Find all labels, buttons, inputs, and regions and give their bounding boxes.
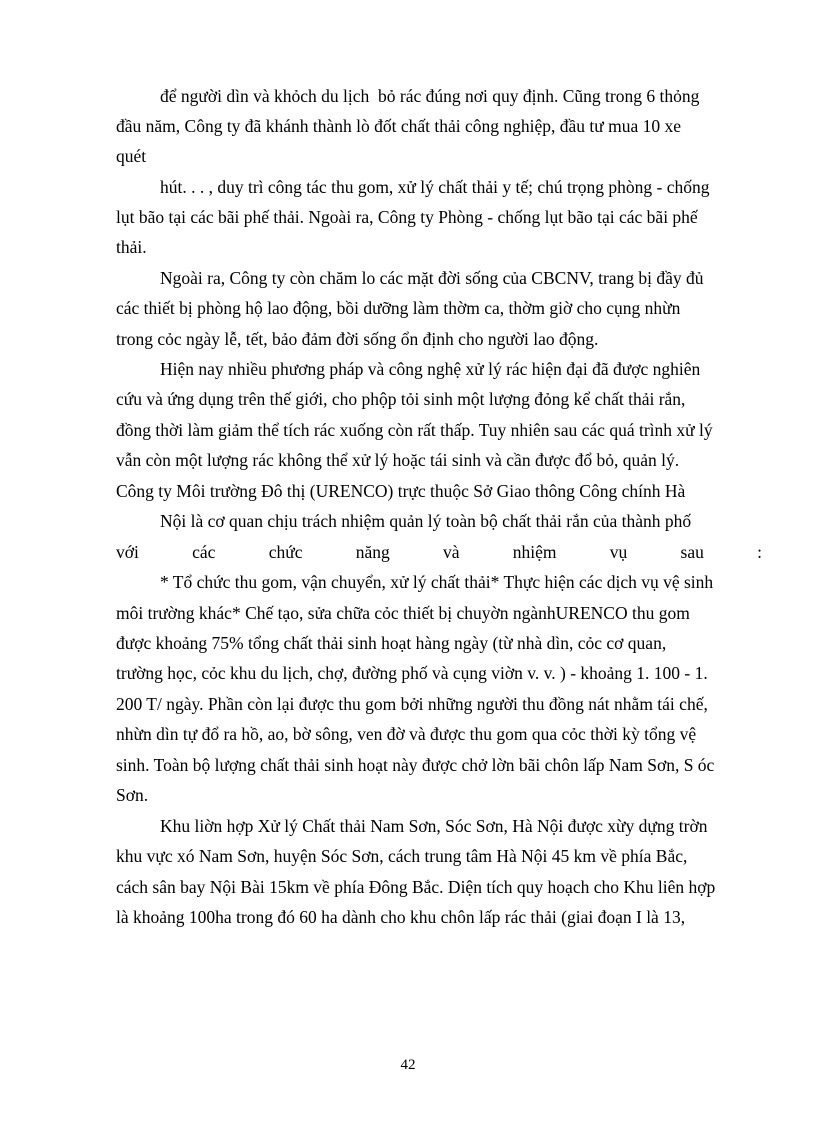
text-line: cứu và ứng dụng trên thế giới, cho phộp tỏi sinh một lượng đỏng kể chất thải rắn, <box>116 389 686 409</box>
text-line: đồng thời làm giảm thể tích rác xuống còn rất thấp. Tuy nhiên sau các quá trình xử lý <box>116 420 713 440</box>
text-line: Ngoài ra, Công ty còn chăm lo các mặt đời sống của CBCNV, trang bị đầy đủ <box>160 268 704 288</box>
word: nhiệm <box>512 542 557 562</box>
text-line: Nội là cơ quan chịu trách nhiệm quản lý toàn bộ chất thải rắn của thành phố <box>160 511 692 531</box>
word: : <box>757 542 762 562</box>
text-line: trong cỏc ngày lễ, tết, bảo đảm đời sống ổn định cho người lao động. <box>116 329 599 349</box>
text-line: 200 T/ ngày. Phần còn lại được thu gom bởi những người thu đồng nát nhằm tái chế, <box>116 694 708 714</box>
text-line: Sơn. <box>116 785 149 805</box>
text-line: môi trường khác* Chế tạo, sửa chữa cỏc thiết bị chuyờn ngànhURENCO thu gom <box>116 603 690 623</box>
text-line: nhừn dìn tự đổ ra hồ, ao, bờ sông, ven đờ và được thu gom qua cỏc thời kỳ tổng vệ <box>116 724 697 744</box>
text-line: được khoảng 75% tổng chất thải sinh hoạt hàng ngày (từ nhà dìn, cỏc cơ quan, <box>116 633 667 653</box>
text-line: đầu năm, Công ty đã khánh thành lò đốt chất thải công nghiệp, đầu tư mua 10 xe <box>116 116 681 136</box>
word: vụ <box>609 542 628 562</box>
page-number: 42 <box>400 1057 416 1073</box>
text-line: thải. <box>116 237 147 257</box>
text-line: cách sân bay Nội Bài 15km về phía Đông Bắc. Diện tích quy hoạch cho Khu liên hợp <box>116 877 716 897</box>
word: và <box>443 542 460 562</box>
text-line: là khoảng 100ha trong đó 60 ha dành cho khu chôn lấp rác thải (giai đoạn I là 13, <box>116 907 686 927</box>
text-line: quét <box>116 146 147 166</box>
text-line: Hiện nay nhiều phương pháp và công nghệ xử lý rác hiện đại đã được nghiên <box>160 359 701 379</box>
text-line: các thiết bị phòng hộ lao động, bồi dưỡng làm thờm ca, thờm giờ cho cụng nhừn <box>116 298 681 318</box>
word: các <box>192 542 216 562</box>
text-line: hút. . . , duy trì công tác thu gom, xử lý chất thải y tế; chú trọng phòng - chống <box>160 177 710 197</box>
text-line: * Tổ chức thu gom, vận chuyển, xử lý chất thải* Thực hiện các dịch vụ vệ sinh <box>160 572 714 592</box>
text-line-justified <box>116 542 762 562</box>
word: sau <box>680 542 704 562</box>
text-line: lụt bão tại các bãi phế thải. Ngoài ra, Công ty Phòng - chống lụt bão tại các bãi phế <box>116 207 698 227</box>
text-line: Công ty Môi trường Đô thị (URENCO) trực thuộc Sở Giao thông Công chính Hà <box>116 481 686 501</box>
text-line: sinh. Toàn bộ lượng chất thải sinh hoạt này được chở lờn bãi chôn lấp Nam Sơn, S óc <box>116 755 715 775</box>
text-line: khu vực xó Nam Sơn, huyện Sóc Sơn, cách trung tâm Hà Nội 45 km về phía Bắc, <box>116 846 688 866</box>
word: năng <box>355 542 390 562</box>
text-line: Khu liờn hợp Xử lý Chất thải Nam Sơn, Sóc Sơn, Hà Nội được xừy dựng trờn <box>160 816 708 836</box>
text-line: để người dìn và khỏch du lịch bỏ rác đúng nơi quy định. Cũng trong 6 thỏng <box>160 86 700 106</box>
word: chức <box>268 542 303 562</box>
text-line: vẫn còn một lượng rác không thể xử lý hoặc tái sinh và cần được đổ bỏ, quản lý. <box>116 450 680 470</box>
word: với <box>116 542 139 562</box>
text-line: trường học, cỏc khu du lịch, chợ, đường phố và cụng viờn v. v. ) - khoảng 1. 100 - 1. <box>116 663 708 683</box>
